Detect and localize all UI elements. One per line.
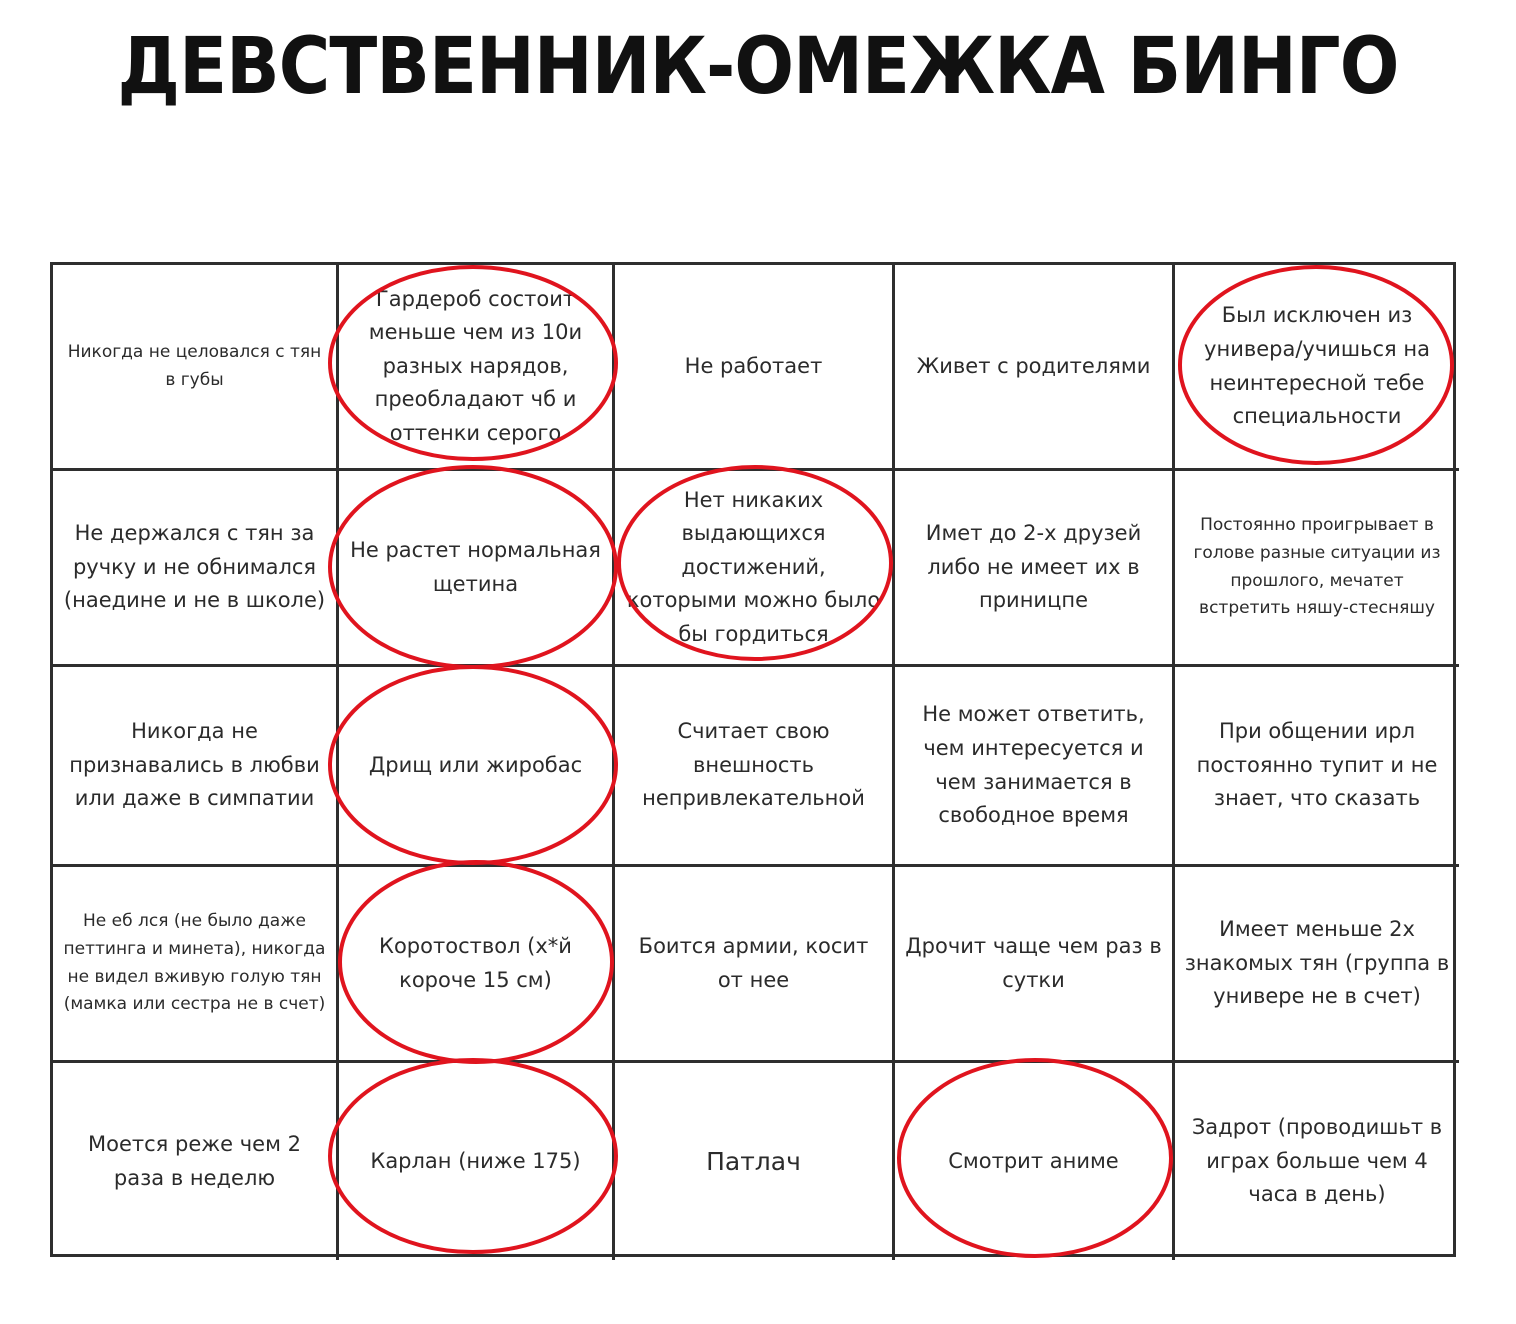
cell-label: Имеет меньше 2х знакомых тян (группа в универе не в счет) [1184,917,1450,1009]
bingo-cell[interactable] [53,667,339,867]
bingo-grid [50,262,1456,1257]
bingo-cell[interactable] [615,471,895,667]
cell-label: Считает свою внешность непривлекательной [642,719,865,811]
bingo-cell[interactable] [1175,867,1459,1063]
cell-label: Задрот (проводишьт в играх больше чем 4 часа в день) [1191,1115,1443,1207]
bingo-cell[interactable] [895,867,1175,1063]
cell-label: Никогда не признавались в любви или даже в симпатии [69,719,320,811]
cell-label: Не растет нормальная щетина [350,537,601,596]
bingo-cell[interactable] [1175,1063,1459,1260]
bingo-cell[interactable] [339,471,615,667]
bingo-cell[interactable] [615,667,895,867]
bingo-cell[interactable] [895,265,1175,471]
bingo-cell[interactable] [339,667,615,867]
cell-label: Боится армии, косит от нее [638,933,869,992]
cell-label: Дрищ или жиробас [368,752,583,777]
cell-label: Не держался с тян за ручку и не обнимался (наедине и не в школе) [63,521,326,613]
bingo-cell[interactable] [615,867,895,1063]
bingo-cell[interactable] [615,265,895,471]
cell-label: Гардероб состоит меньше чем из 10и разных нарядов, преобладают чб и оттенки серого [368,286,583,445]
bingo-cell[interactable] [895,667,1175,867]
bingo-cell[interactable] [1175,667,1459,867]
bingo-cell[interactable] [53,867,339,1063]
bingo-cell[interactable] [615,1063,895,1260]
bingo-cell[interactable] [895,1063,1175,1260]
bingo-cell[interactable] [53,1063,339,1260]
bingo-cell[interactable] [339,265,615,471]
cell-label: Был исключен из универа/учишься на неинтересной тебе специальности [1204,303,1430,429]
bingo-cell[interactable] [53,471,339,667]
cell-label: Постоянно проигрывает в голове разные ситуации из прошлого, мечатет встретить няшу-стесняшу [1193,515,1441,619]
cell-label: Не работает [684,353,823,378]
cell-label: Карлан (ниже 175) [370,1148,581,1173]
page-title: ДЕВСТВЕННИК-ОМЕЖКА БИНГО [117,22,1399,112]
cell-label: Живет с родителями [916,353,1151,378]
bingo-cell[interactable] [1175,471,1459,667]
cell-label: Не может ответить, чем интересуется и чем занимается в свободное время [922,702,1145,828]
cell-label: Коротоствол (х*й короче 15 см) [379,933,572,992]
cell-label: При общении ирл постоянно тупит и не знает, что сказать [1196,719,1438,811]
cell-label: Дрочит чаще чем раз в сутки [905,933,1162,992]
bingo-cell[interactable] [339,867,615,1063]
cell-label: Смотрит аниме [948,1148,1119,1173]
bingo-cell[interactable] [895,471,1175,667]
cell-label: Не еб лся (не было даже петтинга и минета), никогда не видел вживую голую тян (мамка или сестра не в счет) [63,911,326,1015]
cell-label: Патлач [706,1146,801,1176]
cell-label: Имет до 2-х друзей либо не имеет их в приницпе [925,521,1142,613]
cell-label: Никогда не целовался с тян в губы [67,341,322,390]
cell-label: Нет никаких выдающихся достижений, которыми можно было бы гордиться [626,487,881,646]
bingo-cell[interactable] [1175,265,1459,471]
bingo-cell[interactable] [339,1063,615,1260]
bingo-cell[interactable] [53,265,339,471]
cell-label: Моется реже чем 2 раза в неделю [88,1131,301,1190]
